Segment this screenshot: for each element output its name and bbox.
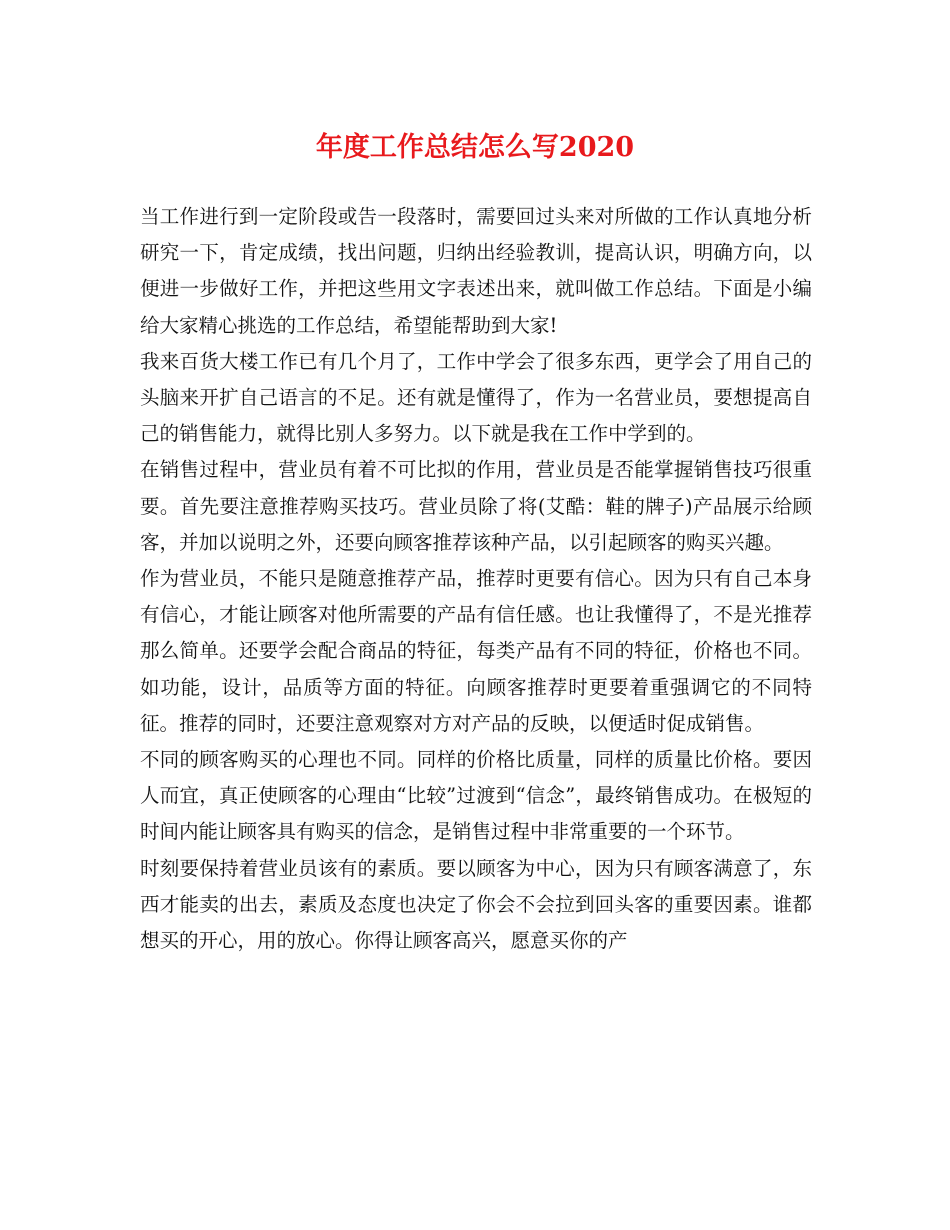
document-title: 年度工作总结怎么写2020 — [315, 132, 635, 163]
paragraph-experience: 我来百货大楼工作已有几个月了，工作中学会了很多东西，更学会了用自己的头脑来开扩自己语言的不足。还有就是懂得了，作为一名营业员，要想提高自己的销售能力，就得比别人多努力。以下就是我在工作中学到的。 — [140, 349, 812, 446]
paragraph-intro: 当工作进行到一定阶段或告一段落时，需要回过头来对所做的工作认真地分析研究一下，肯定成绩，找出问题，归纳出经验教训，提高认识，明确方向，以便进一步做好工作，并把这些用文字表述出来，就叫做工作总结。下面是小编给大家精心挑选的工作总结，希望能帮助到大家! — [140, 205, 812, 337]
paragraph-sales-skills: 在销售过程中，营业员有着不可比拟的作用，营业员是否能掌握销售技巧很重要。首先要注意推荐购买技巧。营业员除了将(艾酷：鞋的牌子)产品展示给顾客，并加以说明之外，还要向顾客推荐该种产品，以引起顾客的购买兴趣。 — [140, 458, 812, 554]
paragraph-confidence: 作为营业员，不能只是随意推荐产品，推荐时更要有信心。因为只有自己本身有信心，才能让顾客对他所需要的产品有信任感。也让我懂得了，不是光推荐那么简单。还要学会配合商品的特征，每类产品有不同的特征，价格也不同。如功能，设计，品质等方面的特征。向顾客推荐时更要着重强调它的不同特征。推荐的同时，还要注意观察对方对产品的反映，以便适时促成销售。 — [140, 567, 812, 735]
paragraph-customer-psychology: 不同的顾客购买的心理也不同。同样的价格比质量，同样的质量比价格。要因人而宜，真正使顾客的心理由“比较”过渡到“信念”，最终销售成功。在极短的时间内能让顾客具有购买的信念，是销售过程中非常重要的一个环节。 — [140, 748, 812, 844]
paragraph-quality: 时刻要保持着营业员该有的素质。要以顾客为中心，因为只有顾客满意了，东西才能卖的出去，素质及态度也决定了你会不会拉到回头客的重要因素。谁都想买的开心，用的放心。你得让顾客高兴，愿意买你的产 — [140, 856, 812, 953]
document-body — [140, 199, 812, 959]
